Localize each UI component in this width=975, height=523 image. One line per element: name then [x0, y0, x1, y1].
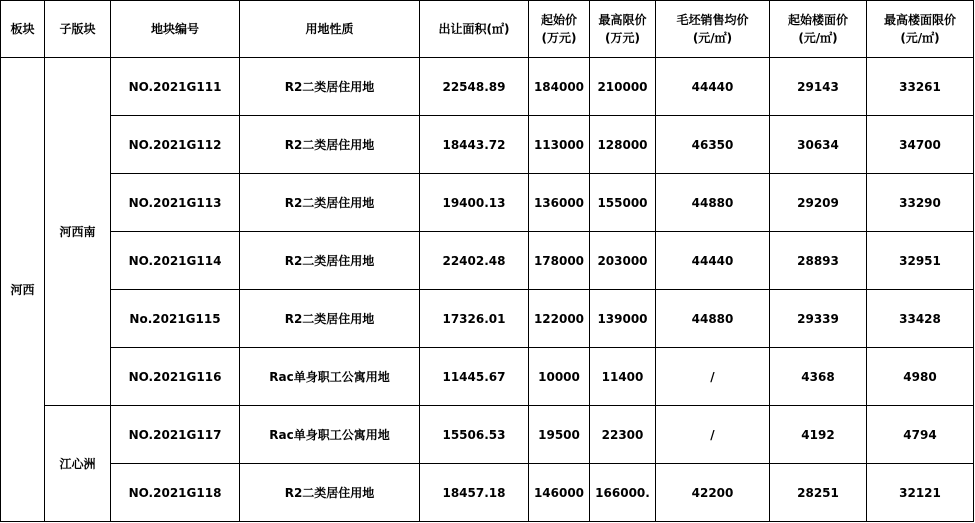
start-floor-cell: 28251	[770, 464, 867, 522]
max-floor-cell: 32951	[867, 232, 974, 290]
max-price-cell: 155000	[590, 174, 656, 232]
header-plot-number: 地块编号	[111, 1, 240, 58]
header-start-price-label: 起始价	[540, 13, 577, 27]
header-avg-sale-unit: (元/㎡)	[692, 31, 733, 45]
start-price-cell: 136000	[529, 174, 590, 232]
area-cell: 22402.48	[420, 232, 529, 290]
plot-number-cell: NO.2021G111	[111, 58, 240, 116]
max-floor-cell: 4980	[867, 348, 974, 406]
start-price-cell: 10000	[529, 348, 590, 406]
start-floor-cell: 30634	[770, 116, 867, 174]
land-use-cell: R2二类居住用地	[240, 290, 420, 348]
land-use-cell: Rac单身职工公寓用地	[240, 348, 420, 406]
start-floor-cell: 29209	[770, 174, 867, 232]
land-use-cell: R2二类居住用地	[240, 464, 420, 522]
start-floor-cell: 29339	[770, 290, 867, 348]
avg-sale-cell: 44440	[656, 232, 770, 290]
area-cell: 15506.53	[420, 406, 529, 464]
header-max-price-label: 最高限价	[598, 13, 647, 27]
area-cell: 18443.72	[420, 116, 529, 174]
max-price-cell: 11400	[590, 348, 656, 406]
avg-sale-cell: /	[656, 406, 770, 464]
max-price-cell: 203000	[590, 232, 656, 290]
header-max-floor-label: 最高楼面限价	[883, 13, 956, 27]
area-cell: 17326.01	[420, 290, 529, 348]
table-row	[1, 464, 974, 522]
max-floor-cell: 33290	[867, 174, 974, 232]
header-area: 出让面积(㎡)	[420, 1, 529, 58]
land-use-cell: Rac单身职工公寓用地	[240, 406, 420, 464]
header-board: 板块	[1, 1, 45, 58]
start-floor-cell: 4368	[770, 348, 867, 406]
max-floor-cell: 33428	[867, 290, 974, 348]
header-land-use: 用地性质	[240, 1, 420, 58]
avg-sale-cell: 44880	[656, 290, 770, 348]
avg-sale-cell: 44880	[656, 174, 770, 232]
land-use-cell: R2二类居住用地	[240, 174, 420, 232]
header-start-price	[529, 1, 590, 58]
start-price-cell: 184000	[529, 58, 590, 116]
plot-number-cell: NO.2021G112	[111, 116, 240, 174]
area-cell: 11445.67	[420, 348, 529, 406]
area-cell: 19400.13	[420, 174, 529, 232]
land-use-cell: R2二类居住用地	[240, 116, 420, 174]
header-avg-sale-price	[656, 1, 770, 58]
max-floor-cell: 32121	[867, 464, 974, 522]
max-floor-cell: 34700	[867, 116, 974, 174]
start-price-cell: 146000	[529, 464, 590, 522]
start-price-cell: 113000	[529, 116, 590, 174]
sub-board-cell-hexinan: 河西南	[45, 58, 111, 406]
avg-sale-cell: 44440	[656, 58, 770, 116]
table-row	[1, 348, 974, 406]
max-price-cell: 139000	[590, 290, 656, 348]
table-row	[1, 174, 974, 232]
start-floor-cell: 28893	[770, 232, 867, 290]
plot-number-cell: NO.2021G117	[111, 406, 240, 464]
header-sub-board: 子版块	[45, 1, 111, 58]
header-start-floor-label: 起始楼面价	[787, 13, 848, 27]
table-row	[1, 116, 974, 174]
plot-number-cell: NO.2021G114	[111, 232, 240, 290]
header-start-floor-price	[770, 1, 867, 58]
header-max-floor-unit: (元/㎡)	[900, 31, 940, 45]
start-floor-cell: 4192	[770, 406, 867, 464]
plot-number-cell: No.2021G115	[111, 290, 240, 348]
max-floor-cell: 33261	[867, 58, 974, 116]
avg-sale-cell: 46350	[656, 116, 770, 174]
header-max-price	[590, 1, 656, 58]
start-price-cell: 19500	[529, 406, 590, 464]
plot-number-cell: NO.2021G113	[111, 174, 240, 232]
max-price-cell: 210000	[590, 58, 656, 116]
plot-number-cell: NO.2021G118	[111, 464, 240, 522]
header-max-price-unit: (万元)	[605, 31, 640, 45]
table-row	[1, 232, 974, 290]
avg-sale-cell: /	[656, 348, 770, 406]
table-row	[1, 406, 974, 464]
max-floor-cell: 4794	[867, 406, 974, 464]
header-start-price-unit: (万元)	[541, 31, 577, 45]
land-use-cell: R2二类居住用地	[240, 58, 420, 116]
area-cell: 22548.89	[420, 58, 529, 116]
table-row	[1, 290, 974, 348]
max-price-cell: 166000.	[590, 464, 656, 522]
table-row	[1, 58, 974, 116]
start-floor-cell: 29143	[770, 58, 867, 116]
start-price-cell: 122000	[529, 290, 590, 348]
header-row	[1, 1, 974, 58]
max-price-cell: 128000	[590, 116, 656, 174]
header-start-floor-unit: (元/㎡)	[798, 31, 838, 45]
sub-board-cell-jiangxinzhou: 江心洲	[45, 406, 111, 522]
max-price-cell: 22300	[590, 406, 656, 464]
header-max-floor-price	[867, 1, 974, 58]
board-cell: 河西	[1, 58, 45, 522]
land-use-cell: R2二类居住用地	[240, 232, 420, 290]
area-cell: 18457.18	[420, 464, 529, 522]
avg-sale-cell: 42200	[656, 464, 770, 522]
start-price-cell: 178000	[529, 232, 590, 290]
header-avg-sale-label: 毛坯销售均价	[676, 13, 749, 27]
plot-number-cell: NO.2021G116	[111, 348, 240, 406]
